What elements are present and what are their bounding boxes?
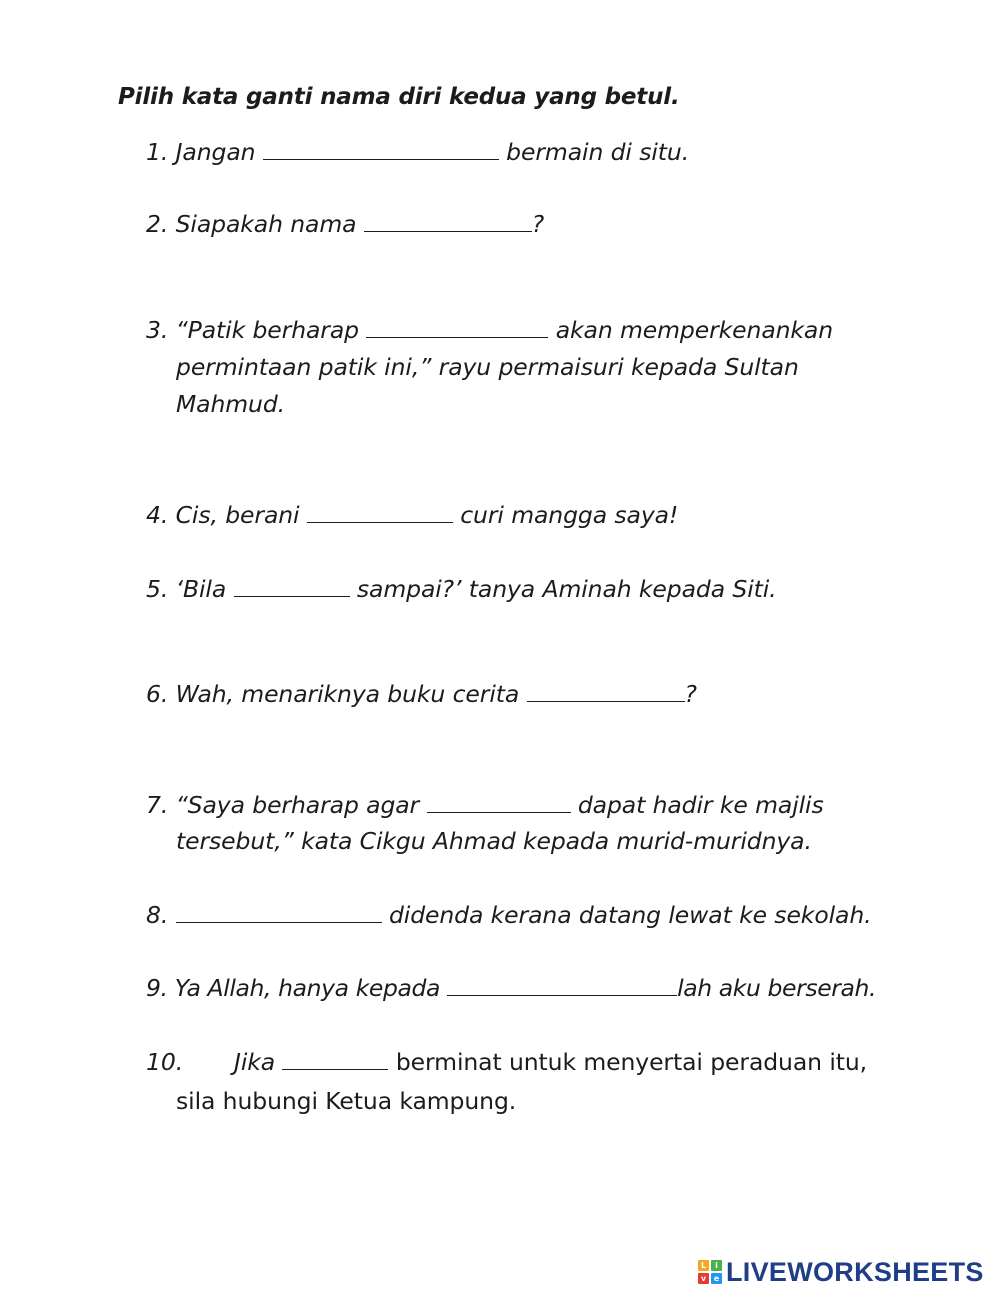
- answer-blank-3[interactable]: [366, 336, 548, 338]
- answer-blank-1[interactable]: [263, 158, 499, 160]
- liveworksheets-logo: [698, 1257, 984, 1287]
- question-text: berminat untuk menyertai peraduan itu,: [388, 1048, 868, 1076]
- question-text: dapat hadir ke majlis: [570, 791, 824, 819]
- logo-block: v: [698, 1273, 709, 1284]
- answer-blank-8[interactable]: [176, 921, 382, 923]
- question-text: 7. “Saya berharap agar: [146, 791, 427, 819]
- answer-blank-6[interactable]: [527, 700, 685, 702]
- question-10-line-2: [176, 1087, 516, 1115]
- question-4: [146, 501, 678, 529]
- question-text: curi mangga saya!: [452, 501, 679, 529]
- question-3-line-2: [176, 353, 799, 381]
- question-text: didenda kerana datang lewat ke sekolah.: [381, 901, 872, 929]
- logo-blocks-icon: [698, 1260, 722, 1284]
- logo-block: L: [698, 1260, 709, 1271]
- answer-blank-4[interactable]: [307, 521, 453, 523]
- question-9: [146, 974, 876, 1002]
- question-text: 4. Cis, berani: [146, 501, 307, 529]
- question-1: [146, 138, 689, 166]
- question-text: ?: [531, 210, 545, 238]
- question-5: [146, 575, 777, 603]
- question-text: 6. Wah, menariknya buku cerita: [146, 680, 527, 708]
- answer-blank-9[interactable]: [447, 994, 677, 996]
- question-text: permintaan patik ini,” rayu permaisuri kepada Sultan: [176, 353, 799, 381]
- question-7: [146, 791, 824, 819]
- question-3-line-3: [176, 390, 285, 418]
- logo-block: i: [711, 1260, 722, 1271]
- question-8: [146, 901, 871, 929]
- question-7-line-2: [176, 827, 812, 855]
- question-text: lah aku berserah.: [677, 974, 877, 1002]
- worksheet-instruction: Pilih kata ganti nama diri kedua yang betul.: [118, 84, 680, 110]
- question-text: akan memperkenankan: [548, 316, 834, 344]
- question-text: ?: [684, 680, 697, 708]
- question-text: sampai?’ tanya Aminah kepada Siti.: [349, 575, 777, 603]
- question-text: tersebut,” kata Cikgu Ahmad kepada murid-muridnya.: [176, 827, 812, 855]
- question-text: 8.: [146, 901, 176, 929]
- question-text: 1. Jangan: [146, 138, 263, 166]
- answer-blank-5[interactable]: [234, 595, 350, 597]
- question-text: Mahmud.: [176, 390, 286, 418]
- question-text: 3. “Patik berharap: [146, 316, 367, 344]
- question-number: 10.: [146, 1048, 184, 1076]
- answer-blank-7[interactable]: [427, 811, 571, 813]
- logo-block: e: [711, 1273, 722, 1284]
- answer-blank-2[interactable]: [364, 230, 532, 232]
- question-text: 5. ‘Bila: [146, 575, 234, 603]
- question-text: Jika: [234, 1048, 283, 1076]
- question-2: [146, 210, 544, 238]
- question-text: 2. Siapakah nama: [146, 210, 364, 238]
- answer-blank-10[interactable]: [282, 1068, 388, 1070]
- question-10: [146, 1048, 867, 1076]
- question-text: bermain di situ.: [498, 138, 690, 166]
- question-6: [146, 680, 697, 708]
- question-text: 9. Ya Allah, hanya kepada: [146, 974, 448, 1002]
- logo-text: LIVEWORKSHEETS: [726, 1256, 984, 1287]
- question-3: [146, 316, 833, 344]
- question-text: sila hubungi Ketua kampung.: [176, 1087, 517, 1115]
